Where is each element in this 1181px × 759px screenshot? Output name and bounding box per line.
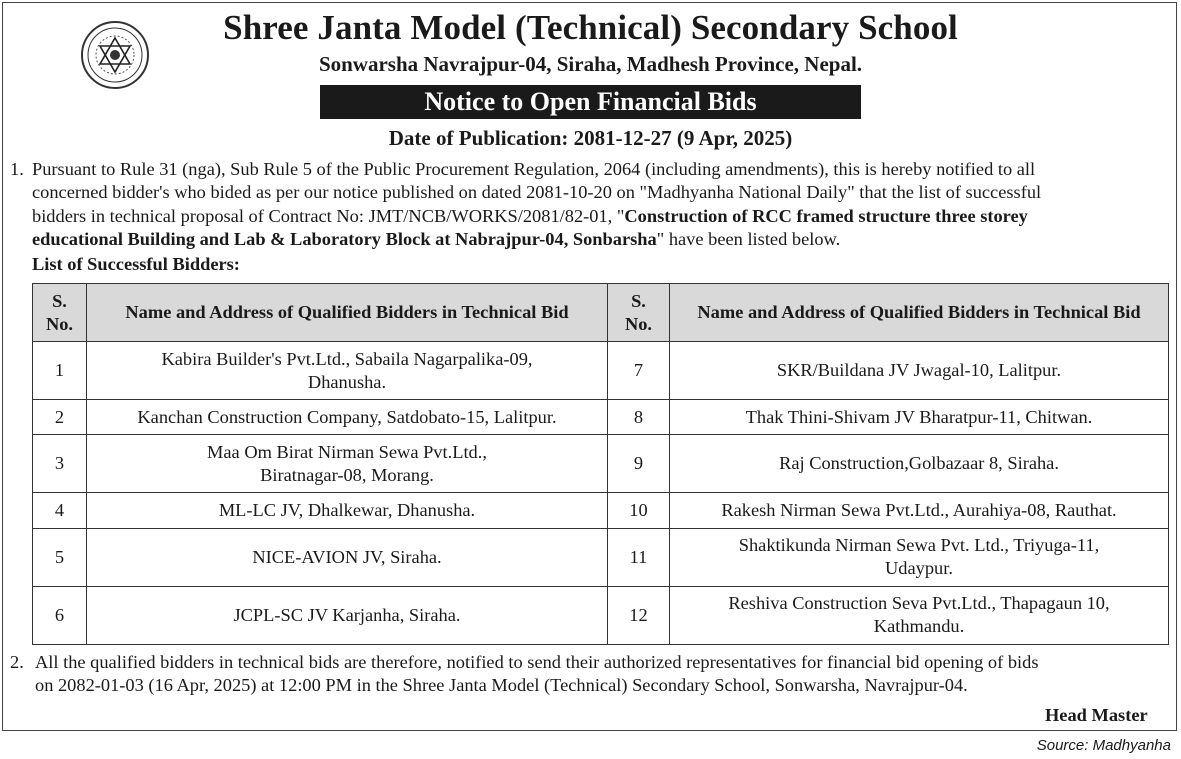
paragraph-1-line-4	[32, 228, 1172, 251]
paragraph-1-text	[32, 158, 1172, 252]
bidder-name-line: Biratnagar-08, Morang.	[260, 464, 434, 485]
bidder-name-address	[670, 586, 1169, 644]
listed-below-text: " have been listed below.	[656, 229, 841, 250]
source-credit: Source: Madhyanha	[1036, 737, 1171, 754]
serial-number: 1	[33, 342, 87, 400]
serial-number: 6	[33, 586, 87, 644]
serial-number: 5	[33, 528, 87, 586]
header-sno-right: S. No.	[608, 284, 670, 342]
header-name-right: Name and Address of Qualified Bidders in Technical Bid	[670, 284, 1169, 342]
serial-number: 12	[608, 586, 670, 644]
serial-number: 2	[33, 400, 87, 435]
table-row	[33, 586, 1169, 644]
paragraph-1-line-2: concerned bidder's who bided as per our notice published on dated 2081-10-20 on "Madhyanha National Daily" that the list of successful	[32, 182, 1042, 203]
bidder-name-address	[87, 528, 608, 586]
header-name-left: Name and Address of Qualified Bidders in Technical Bid	[87, 284, 608, 342]
publication-date: Date of Publication: 2081-12-27 (9 Apr, 2025)	[388, 126, 793, 150]
paragraph-1-line-3	[32, 205, 1172, 228]
paragraph-1-number: 1.	[10, 159, 24, 179]
school-address: Sonwarsha Navrajpur-04, Siraha, Madhesh Province, Nepal.	[318, 52, 863, 76]
serial-number: 3	[33, 435, 87, 493]
bidder-name-address	[87, 435, 608, 493]
bidder-name-address	[670, 435, 1169, 493]
serial-number: 4	[33, 493, 87, 528]
serial-number: 9	[608, 435, 670, 493]
paragraph-2-number: 2.	[10, 652, 24, 672]
list-heading: List of Successful Bidders:	[32, 254, 240, 274]
table-row	[33, 493, 1169, 528]
bidders-table	[32, 283, 1169, 645]
signoff: Head Master	[1045, 705, 1148, 725]
bidder-name-line: ML-LC JV, Dhalkewar, Dhanusha.	[218, 500, 476, 521]
table-row	[33, 435, 1169, 493]
bidder-name-address	[87, 342, 608, 400]
bidder-name-line: Dhanusha.	[307, 371, 387, 392]
bidder-name-line: Kanchan Construction Company, Satdobato-15, Lalitpur.	[137, 406, 557, 427]
bidder-name-line: Rakesh Nirman Sewa Pvt.Ltd., Aurahiya-08, Rauthat.	[721, 500, 1117, 521]
bidder-name-address	[87, 400, 608, 435]
bidder-name-address	[670, 400, 1169, 435]
bidder-name-line: SKR/Buildana JV Jwagal-10, Lalitpur.	[776, 360, 1062, 381]
bidder-name-line: Kathmandu.	[873, 616, 965, 637]
table-row	[33, 528, 1169, 586]
serial-number: 11	[608, 528, 670, 586]
table-header-row	[33, 284, 1169, 342]
notice-title: Notice to Open Financial Bids	[320, 85, 861, 119]
bidder-name-line: JCPL-SC JV Karjanha, Siraha.	[233, 604, 461, 625]
project-title-part-1: Construction of RCC framed structure three storey	[624, 205, 1028, 226]
serial-number: 7	[608, 342, 670, 400]
serial-number: 10	[608, 493, 670, 528]
bidder-name-address	[670, 342, 1169, 400]
bidder-name-line: Thak Thini-Shivam JV Bharatpur-11, Chitwan.	[745, 406, 1093, 427]
contract-intro: bidders in technical proposal of Contract No: JMT/NCB/WORKS/2081/82-01, "	[32, 205, 625, 226]
bidders-table-body	[33, 342, 1169, 645]
table-row	[33, 342, 1169, 400]
paragraph-1-line-1: Pursuant to Rule 31 (nga), Sub Rule 5 of the Public Procurement Regulation, 2064 (including amendments), this is hereby notified to all	[32, 159, 1036, 179]
bidder-name-line: Raj Construction,Golbazaar 8, Siraha.	[779, 453, 1059, 474]
bidder-name-address	[670, 493, 1169, 528]
bidder-name-address	[87, 586, 608, 644]
bidder-name-address	[87, 493, 608, 528]
paragraph-2-line-1: All the qualified bidders in technical bids are therefore, notified to send their authorized representatives for financial bid opening of bids	[35, 652, 1039, 672]
serial-number: 8	[608, 400, 670, 435]
bidder-name-line: Shaktikunda Nirman Sewa Pvt. Ltd., Triyuga-11,	[738, 535, 1100, 556]
bidder-name-line: NICE-AVION JV, Siraha.	[252, 546, 442, 567]
bidder-name-line: Maa Om Birat Nirman Sewa Pvt.Ltd.,	[207, 441, 487, 462]
bidder-name-address	[670, 528, 1169, 586]
project-title-part-2: educational Building and Lab & Laboratory Block at Nabrajpur-04, Sonbarsha	[32, 229, 657, 250]
bidder-name-line: Reshiva Construction Seva Pvt.Ltd., Thapagaun 10,	[728, 593, 1110, 614]
bidder-name-line: Kabira Builder's Pvt.Ltd., Sabaila Nagarpalika-09,	[161, 348, 533, 369]
table-row	[33, 400, 1169, 435]
school-name: Shree Janta Model (Technical) Secondary School	[223, 8, 958, 47]
bidder-name-line: Udaypur.	[885, 558, 953, 579]
header-sno-left: S. No.	[33, 284, 87, 342]
paragraph-2-text	[35, 651, 1175, 698]
paragraph-2-line-2: on 2082-01-03 (16 Apr, 2025) at 12:00 PM in the Shree Janta Model (Technical) Secondary School, Sonwarsha, Navrajpur-04.	[35, 675, 968, 696]
